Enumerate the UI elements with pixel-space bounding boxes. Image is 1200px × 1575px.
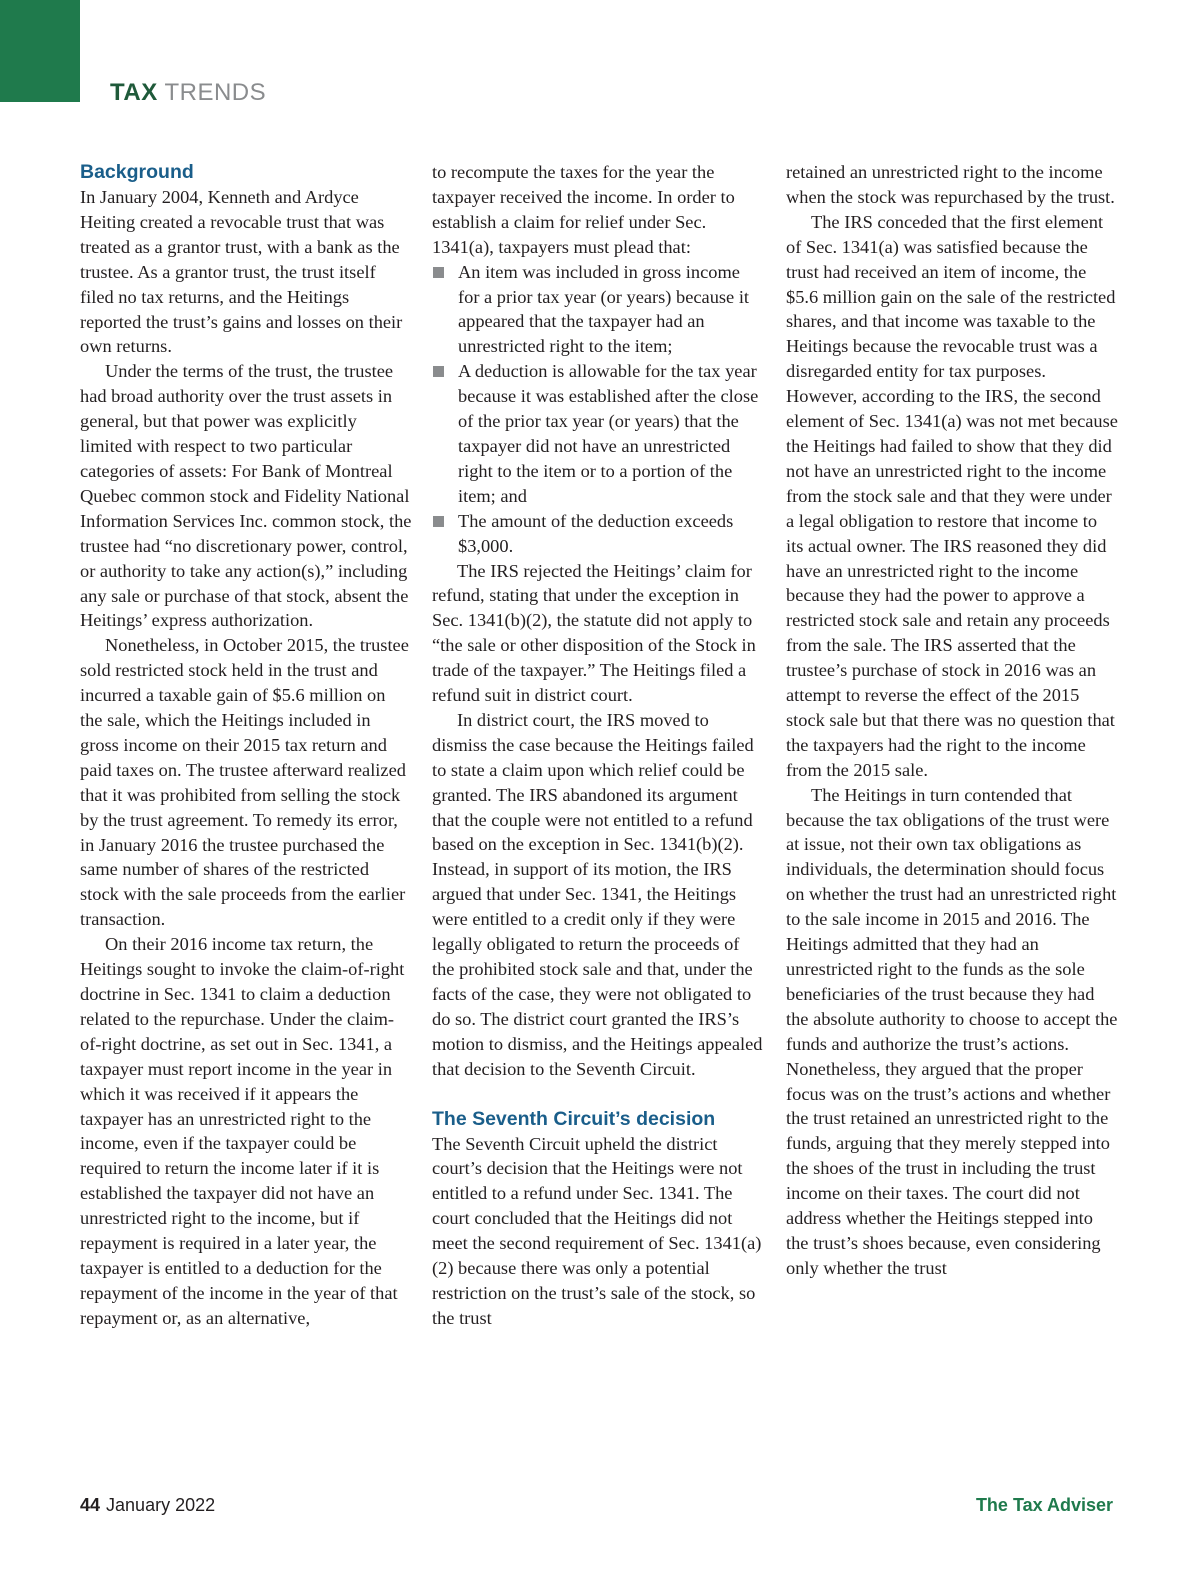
column-2 <box>432 160 764 1331</box>
list-item-text: An item was included in gross income for a prior tax year (or years) because it appeared that the taxpayer had an unrestricted right to the item; <box>458 261 750 357</box>
list-item <box>432 359 764 508</box>
footer-folio <box>80 1493 215 1517</box>
requirements-list <box>432 260 764 559</box>
list-item <box>432 260 764 360</box>
publication-name: The Tax Adviser <box>975 1495 1113 1515</box>
list-item <box>432 509 764 559</box>
paragraph: The Seventh Circuit upheld the district court’s decision that the Heitings were not entitled to a refund under Sec. 1341. The court concluded that the Heitings did not meet the second requirement of Sec. 1341(a)(2) because there was only a potential restriction on the trust’s sale of the stock, so the trust <box>432 1133 762 1328</box>
paragraph: In district court, the IRS moved to dismiss the case because the Heitings failed to state a claim upon which relief could be granted. The IRS abandoned its argument that the couple were not entitled to a refund based on the exception in Sec. 1341(b)(2). Instead, in support of its motion, the IRS argued that under Sec. 1341, the Heitings were entitled to a credit only if they were legally obligated to return the proceeds of the prohibited stock sale and that, under the facts of the case, they were not obligated to do so. The district court granted the IRS’s motion to dismiss, and the Heitings appealed that decision to the Seventh Circuit. <box>432 709 763 1079</box>
section-color-tab <box>0 0 80 102</box>
paragraph: The IRS conceded that the first element of Sec. 1341(a) was satisfied because the trust had received an item of income, the $5.6 million gain on the sale of the restricted shares, and that income was taxable to the Heitings because the revocable trust was a disregarded entity for tax purposes. However, according to the IRS, the second element of Sec. 1341(a) was not met because the Heitings had failed to show that they did not have an unrestricted right to the income from the stock sale and that they were under a legal obligation to restore that income to its actual owner. The IRS reasoned they did have an unrestricted right to the income because they had the power to approve a restricted stock sale and retain any proceeds from the sale. The IRS asserted that the trustee’s purchase of stock in 2016 was an attempt to reverse the effect of the 2015 stock sale but that there was no question that the taxpayers had the right to the income from the 2015 sale. <box>786 211 1118 780</box>
paragraph: The Heitings in turn contended that because the tax obligations of the trust were at issue, not their own tax obligations as individuals, the determination should focus on whether the trust had an unrestricted right to the sale income in 2015 and 2016. The Heitings admitted that they had an unrestricted right to the funds as the sole beneficiaries of the trust because they had the absolute authority to choose to accept the funds and authorize the trust’s actions. Nonetheless, they argued that the proper focus was on the trust’s actions and whether the trust retained an unrestricted right to the funds, arguing that they merely stepped into the shoes of the trust in including the trust income on their taxes. The court did not address whether the Heitings stepped into the trust’s shoes because, even considering only whether the trust <box>786 784 1118 1278</box>
section-header-light: TRENDS <box>164 79 267 106</box>
square-bullet-icon <box>433 366 444 377</box>
heading-seventh-circuit: The Seventh Circuit’s decision <box>432 1107 716 1130</box>
section-header-bold: TAX <box>110 79 158 106</box>
paragraph: The IRS rejected the Heitings’ claim for refund, stating that under the exception in Sec. 1341(b)(2), the statute did not apply to “the sale or other disposition of the Stock in trade of the taxpayer.” The Heitings filed a refund suit in district court. <box>432 560 756 706</box>
list-item-text: The amount of the deduction exceeds $3,000. <box>458 510 734 556</box>
paragraph: to recompute the taxes for the year the taxpayer received the income. In order to establish a claim for relief under Sec. 1341(a), taxpayers must plead that: <box>432 162 735 257</box>
list-item-text: A deduction is allowable for the tax year because it was established after the close of the prior tax year (or years) that the taxpayer did not have an unrestricted right to the item or to a portion of the item; and <box>458 361 759 506</box>
square-bullet-icon <box>433 267 444 278</box>
column-3 <box>786 160 1118 1281</box>
square-bullet-icon <box>433 516 444 527</box>
section-header <box>110 78 266 108</box>
heading-background: Background <box>80 161 194 183</box>
paragraph: Nonetheless, in October 2015, the trustee sold restricted stock held in the trust and incurred a taxable gain of $5.6 million on the sale, which the Heitings included in gross income on their 2015 tax return and paid taxes on. The trustee afterward realized that it was prohibited from selling the stock by the trust agreement. To remedy its error, in January 2016 the trustee purchased the same number of shares of the restricted stock with the sale proceeds from the earlier transaction. <box>80 635 409 930</box>
column-1 <box>80 160 412 1331</box>
paragraph: On their 2016 income tax return, the Heitings sought to invoke the claim-of-right doctrine in Sec. 1341 to claim a deduction related to the repurchase. Under the claim-of-right doctrine, as set out in Sec. 1341, a taxpayer must report income in the year in which it was received if it appears the taxpayer has an unrestricted right to the income, even if the taxpayer could be required to return the income later if it is established the taxpayer did not have an unrestricted right to the income, but if repayment is required in a later year, the taxpayer is entitled to a deduction for the repayment of the income in the year of that repayment or, as an alternative, <box>80 934 405 1328</box>
paragraph: In January 2004, Kenneth and Ardyce Heiting created a revocable trust that was treated as a grantor trust, with a bank as the trustee. As a grantor trust, the trust itself filed no tax returns, and the Heitings reported the trust’s gains and losses on their own returns. <box>80 187 403 357</box>
issue-date: January 2022 <box>106 1495 216 1515</box>
page-number: 44 <box>80 1495 101 1515</box>
paragraph: retained an unrestricted right to the income when the stock was repurchased by the trust. <box>786 162 1115 207</box>
paragraph: Under the terms of the trust, the trustee had broad authority over the trust assets in general, but that power was explicitly limited with respect to two particular categories of assets: For Bank of Montreal Quebec common stock and Fidelity National Information Services Inc. common stock, the trustee had “no discretionary power, control, or authority to take any action(s),” including any sale or purchase of that stock, absent the Heitings’ express authorization. <box>80 361 412 631</box>
